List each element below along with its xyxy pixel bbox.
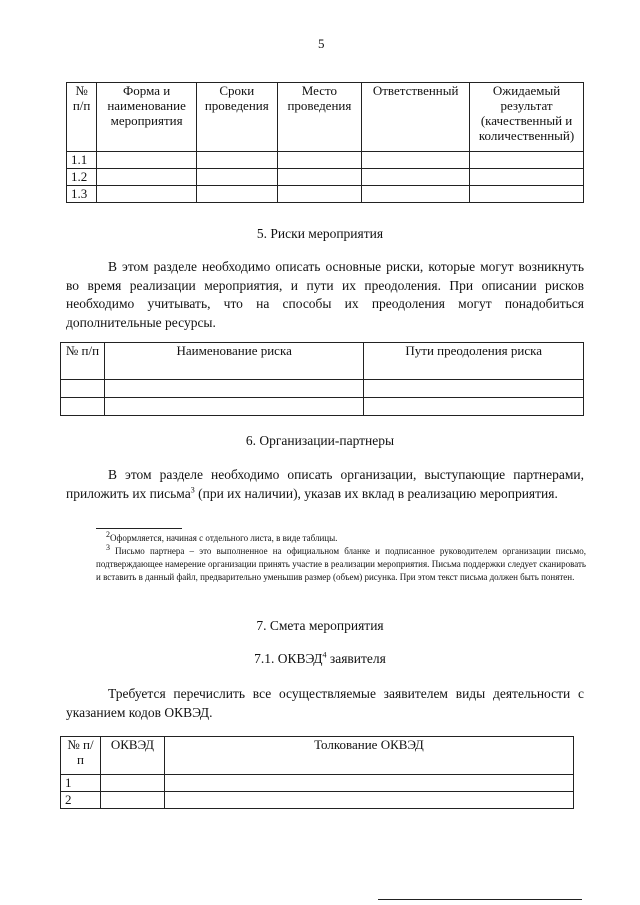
table-cell[interactable] <box>470 169 584 186</box>
table-cell[interactable] <box>362 186 470 203</box>
table-row <box>67 186 584 203</box>
footnote-2 <box>96 532 586 545</box>
table-cell[interactable] <box>164 775 573 792</box>
row-number: 2 <box>61 792 101 809</box>
row-number: 1.2 <box>67 169 97 186</box>
footnote-divider <box>96 528 182 529</box>
table-cell[interactable] <box>364 398 584 416</box>
col-header-okved: ОКВЭД <box>100 737 164 775</box>
footnote-ref-3: 3 <box>190 485 195 494</box>
table-row <box>61 792 574 809</box>
table-cell[interactable] <box>61 398 105 416</box>
section-5-title: 5. Риски мероприятия <box>256 226 384 241</box>
table-cell[interactable] <box>97 169 197 186</box>
table-row <box>67 169 584 186</box>
col-header-dates: Сроки проведения <box>196 83 277 152</box>
table-cell[interactable] <box>104 398 363 416</box>
table-cell[interactable] <box>277 186 362 203</box>
table-row <box>61 775 574 792</box>
section-6-title: 6. Организации-партнеры <box>245 433 395 448</box>
footnote-2-mark: 2 <box>106 530 110 539</box>
section-5-text: В этом разделе необходимо описать основные риски, которые могут возникнуть во время реализации мероприятия, и пути их преодоления. При описании рисков необходимо учитывать, что на способы их преодоления могут понадобиться дополнительные ресурсы. <box>66 259 584 330</box>
bottom-rule <box>378 899 582 900</box>
col-header-okved-description: Толкование ОКВЭД <box>164 737 573 775</box>
footnote-2-text: Оформляется, начиная с отдельного листа, в виде таблицы. <box>110 533 338 543</box>
page-number: 5 <box>318 36 325 51</box>
table-cell[interactable] <box>277 169 362 186</box>
table-row <box>61 398 584 416</box>
table-cell[interactable] <box>362 152 470 169</box>
footnote-ref-4: 4 <box>322 650 327 660</box>
col-header-result: Ожидаемый результат (качественный и количественный) <box>470 83 584 152</box>
okved-table <box>60 736 574 809</box>
section-6-text <box>66 466 584 503</box>
footnote-3-mark: 3 <box>106 543 110 552</box>
section-7-1-title <box>0 651 640 667</box>
col-header-overcome: Пути преодоления риска <box>364 343 584 380</box>
table-cell[interactable] <box>196 186 277 203</box>
row-number: 1.3 <box>67 186 97 203</box>
table-cell[interactable] <box>364 380 584 398</box>
col-header-place: Место проведения <box>277 83 362 152</box>
table-cell[interactable] <box>104 380 363 398</box>
row-number: 1 <box>61 775 101 792</box>
col-header-number: № п/п <box>61 737 101 775</box>
events-table <box>66 82 584 203</box>
section-7-1-title-after: заявителя <box>326 651 386 666</box>
footnotes <box>96 532 586 584</box>
table-row <box>61 380 584 398</box>
col-header-number: № п/п <box>67 83 97 152</box>
col-header-risk: Наименование риска <box>104 343 363 380</box>
table-cell[interactable] <box>196 152 277 169</box>
table-row <box>67 152 584 169</box>
table-cell[interactable] <box>362 169 470 186</box>
table-cell[interactable] <box>97 186 197 203</box>
table-cell[interactable] <box>61 380 105 398</box>
section-6-text-before: В этом разделе необходимо описать организации, выступающие партнерами, приложить их письма <box>66 467 584 501</box>
col-header-number: № п/п <box>61 343 105 380</box>
table-cell[interactable] <box>100 792 164 809</box>
section-7-title: 7. Смета мероприятия <box>256 618 384 633</box>
table-cell[interactable] <box>277 152 362 169</box>
risks-table <box>60 342 584 416</box>
table-cell[interactable] <box>164 792 573 809</box>
col-header-responsible: Ответственный <box>362 83 470 152</box>
section-6-text-after: (при их наличии), указав их вклад в реализацию мероприятия. <box>194 485 558 501</box>
row-number: 1.1 <box>67 152 97 169</box>
section-7-text: Требуется перечислить все осуществляемые заявителем виды деятельности с указанием кодов ОКВЭД. <box>66 686 584 720</box>
footnote-3-text: Письмо партнера – это выполненное на официальном бланке и подписанное руководителем организации письмо, подтверждающее намерение организации принять участие в реализации мероприятия. Письма поддержки следует сканировать и вставить в данный файл, предварительно уменьшив размер (объем) рисунка. При этом текст письма должен быть понятен. <box>96 546 586 582</box>
table-cell[interactable] <box>100 775 164 792</box>
col-header-form: Форма и наименование мероприятия <box>97 83 197 152</box>
table-cell[interactable] <box>196 169 277 186</box>
table-cell[interactable] <box>470 186 584 203</box>
table-cell[interactable] <box>470 152 584 169</box>
table-cell[interactable] <box>97 152 197 169</box>
footnote-3 <box>96 545 586 584</box>
section-7-1-title-before: 7.1. ОКВЭД <box>254 651 323 666</box>
